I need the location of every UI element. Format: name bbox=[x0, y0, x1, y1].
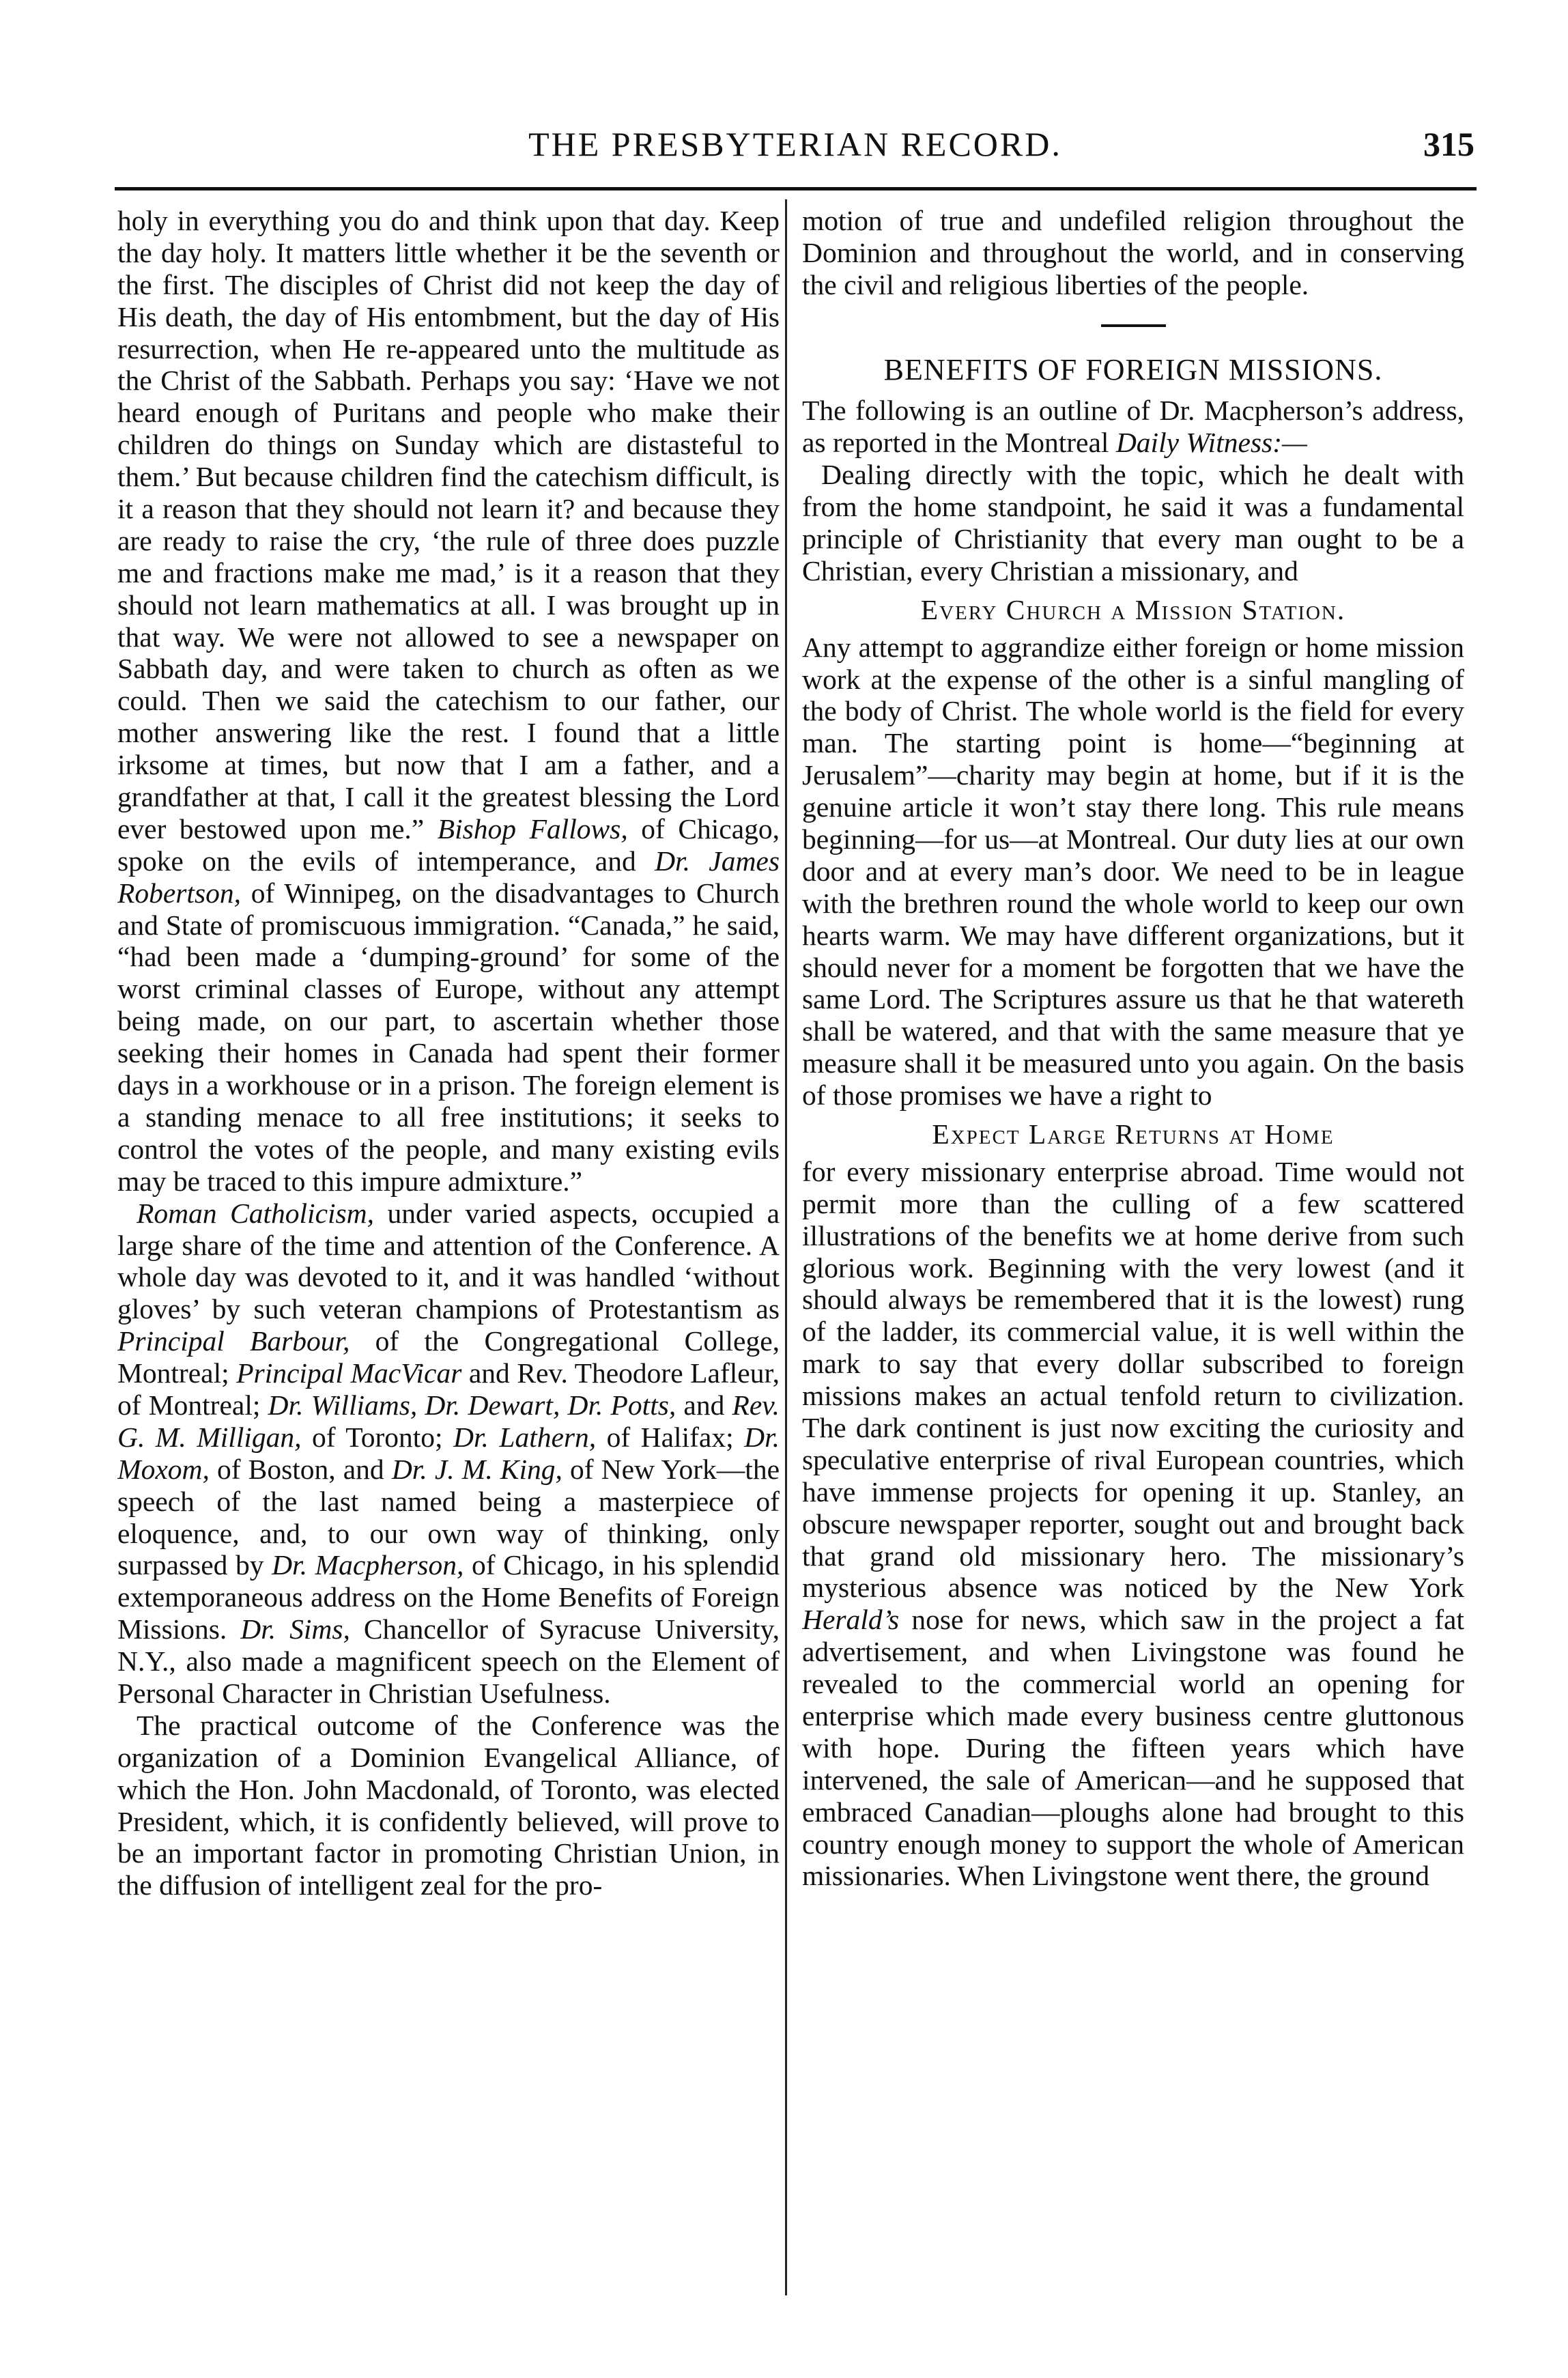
italic-name: Dr. Sims, bbox=[240, 1613, 350, 1645]
italic-name: Dr. Moxom, bbox=[117, 1421, 780, 1485]
section-separator bbox=[1101, 324, 1166, 327]
left-paragraph-3: The practical outcome of the Conference was the organization of a Dominion Evangelical Alliance, of which the Hon. John Macdonald, of Toronto, was elected President, which, it is confidently believed, will prove to be an important factor in promoting Christian Union, in the diffusion of intelligent zeal for the pro- bbox=[117, 1709, 780, 1901]
text: of Winnipeg, on the disadvantages to Church and State of promiscuous immigration. “Canada,” he said, “had been made a ‘dumping-ground’ for some of the worst criminal classes of Europe, without any attempt being made, on our part, to ascertain whether those seeking their homes in Canada had spent their former days in a workhouse or in a prison. The foreign element is a standing menace to all free institutions; it seeks to control the votes of the people, and many existing evils may be traced to this impure admixture.” bbox=[117, 877, 780, 1197]
italic-name: Dr. Lathern, bbox=[453, 1421, 597, 1453]
text: Chancellor of Syracuse University, N.Y., also made a magnificent speech on the Element of Personal Character in Christian Usefulness. bbox=[117, 1613, 780, 1709]
text: of the Congregational College, Montreal; bbox=[117, 1325, 780, 1389]
italic-name: Dr. J. M. King, bbox=[391, 1453, 562, 1485]
text: of Chicago, in his splendid extemporaneous address on the Home Benefits of Foreign Missions. bbox=[117, 1549, 780, 1645]
italic-name: Dr. James Robertson, bbox=[117, 845, 780, 909]
text: The following is an outline of Dr. Macpherson’s address, as reported in the Montreal bbox=[802, 395, 1464, 459]
text: of Boston, and bbox=[209, 1453, 392, 1485]
text: holy in everything you do and think upon that day. Keep the day holy. It matters little whether it be the seventh or the first. The disciples of Christ did not keep the day of His death, the day of His entombment, but the day of His resurrection, when He re-appeared unto the multitude as the Christ of the Sabbath. Perhaps you say: ‘Have we not heard enough of Puritans and people who make their children do things on Sunday which are distasteful to them.’ But because children find the catechism difficult, is it a reason that they should not learn it? and because they are ready to raise the cry, ‘the rule of three does puzzle me and fractions make me mad,’ is it a reason that they should not learn mathematics at all. I was brought up in that way. We were not allowed to see a newspaper on Sabbath day, and were taken to church as often as we could. Then we said the catechism to our father, our mother answering like the rest. I found that a little irksome at times, but now that I am a father, and a grandfather at that, I call it the greatest blessing the Lord ever bestowed upon me.” bbox=[117, 205, 780, 845]
text: of New York—the speech of the last named being a masterpiece of eloquence, and, to our own way of thinking, only surpassed by bbox=[117, 1453, 780, 1581]
text: under varied aspects, occupied a large share of the time and attention of the Conference. A whole day was devoted to it, and it was handled ‘without gloves’ by such veteran champions of Protestantism as bbox=[117, 1197, 780, 1325]
right-paragraph-2: Dealing directly with the topic, which he dealt with from the home standpoint, he said it was a fundamental principle of Christianity that every man ought to be a Christian, every Christian a missionary, and bbox=[802, 459, 1464, 586]
header-rule bbox=[115, 187, 1477, 190]
right-paragraph-3: Any attempt to aggrandize either foreign or home mission work at the expense of the other is a sinful mangling of the body of Christ. The whole world is the field for every man. The starting point is home—“beginning at Jerusalem”—charity may begin at home, but if it is the genuine article it won’t stay there long. This rule means beginning—for us—at Montreal. Our duty lies at our own door and at every man’s door. We need to be in league with the brethren round the whole world to keep our own hearts warm. We may have different organizations, but it should never for a moment be forgotten that we have the same Lord. The Scriptures assure us that he that watereth shall be watered, and that with the same measure that ye measure shall it be measured unto you again. On the basis of those promises we have a right to bbox=[802, 631, 1464, 1112]
page-number: 315 bbox=[1423, 125, 1474, 163]
italic-name: Roman Catholicism, bbox=[137, 1197, 375, 1229]
section-heading: BENEFITS OF FOREIGN MISSIONS. bbox=[883, 352, 1383, 386]
italic-name: Dr. Williams, Dr. Dewart, Dr. Potts, bbox=[268, 1389, 676, 1421]
right-paragraph-4 bbox=[802, 1156, 1464, 1892]
italic-name: Rev. G. M. Milligan, bbox=[117, 1389, 780, 1453]
subheading-mission-station: Every Church a Mission Station. bbox=[920, 593, 1346, 625]
text: of Toronto; bbox=[301, 1421, 454, 1453]
italic-name: Principal Barbour, bbox=[117, 1325, 350, 1357]
running-title: THE PRESBYTERIAN RECORD. bbox=[528, 125, 1062, 163]
text: of Chicago, spoke on the evils of intemperance, and bbox=[117, 812, 780, 877]
italic-name: Principal MacVicar bbox=[236, 1357, 462, 1389]
text: and Rev. Theodore Lafleur, of Montreal; bbox=[117, 1357, 780, 1421]
italic-name: Bishop Fallows, bbox=[437, 812, 628, 845]
text: nose for news, which saw in the project a fat advertisement, and when Livingstone was found he revealed to the commercial world an opening for enterprise which made every business centre gluttonous with hope. During the fifteen years which have intervened, the sale of American—and he supposed that embraced Canadian—ploughs alone had brought to this country enough money to support the whole of American missionaries. When Livingstone went there, the ground bbox=[802, 1604, 1464, 1892]
subheading-expect-returns: Expect Large Returns at Home bbox=[932, 1118, 1335, 1150]
left-paragraph-2 bbox=[117, 1198, 780, 1710]
page-header bbox=[116, 123, 1474, 171]
left-paragraph-1 bbox=[117, 205, 780, 1198]
text: of Halifax; bbox=[596, 1421, 745, 1453]
left-column bbox=[117, 205, 780, 2294]
right-column bbox=[802, 205, 1464, 2294]
italic-name: Herald’s bbox=[802, 1604, 900, 1636]
text: for every missionary enterprise abroad. Time would not permit more than the culling of a few scattered illustrations of the benefits we at home derive from such glorious work. Beginning with the very lowest (and it should always be remembered that it is the lowest) rung of the ladder, its commercial value, it is well within the mark to say that every dollar subscribed to foreign missions makes an actual tenfold return to civilization. The dark continent is just now exciting the curiosity and speculative enterprise of rival European countries, which have immense projects for opening it up. Stanley, an obscure newspaper reporter, sought out and brought back that grand old missionary hero. The missionary’s mysterious absence was noticed by the New York bbox=[802, 1155, 1464, 1604]
column-divider bbox=[785, 199, 787, 2295]
intro-paragraph bbox=[802, 395, 1464, 459]
right-paragraph-1: motion of true and undefiled religion throughout the Dominion and throughout the world, and in conserving the civil and religious liberties of the people. bbox=[802, 205, 1464, 300]
italic-name: Dr. Macpherson, bbox=[272, 1549, 464, 1581]
italic-name: Daily Witness:— bbox=[1115, 427, 1307, 459]
text: and bbox=[676, 1389, 732, 1421]
